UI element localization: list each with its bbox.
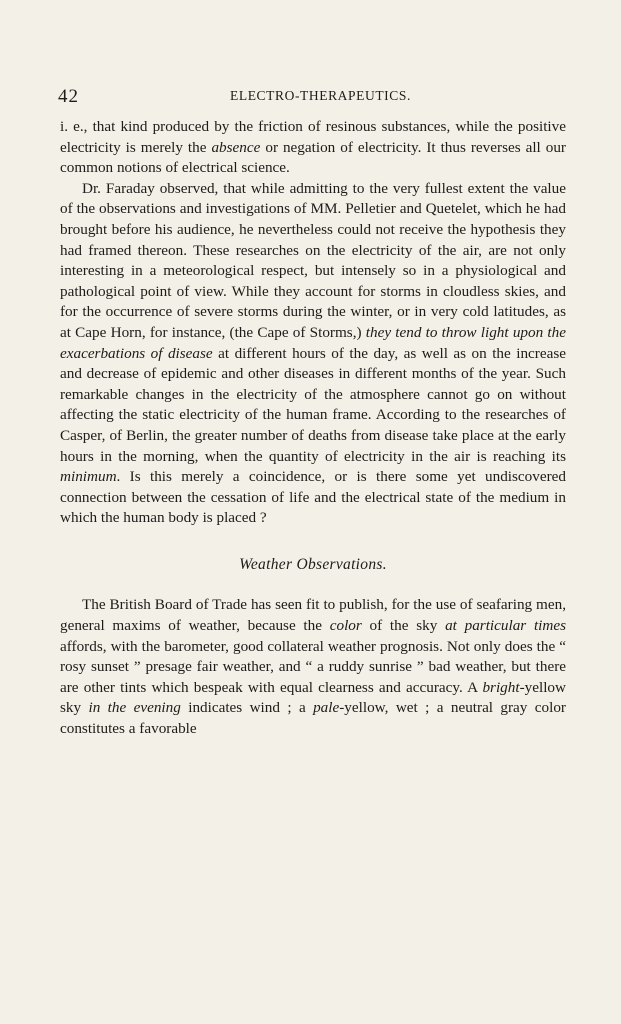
section-heading: Weather Observations.: [239, 555, 387, 573]
italic-run: absence: [211, 138, 261, 156]
paragraph-2: [60, 179, 566, 529]
italic-run: in the evening: [88, 699, 181, 717]
text-run: -yellow sky: [60, 678, 566, 717]
running-title: ELECTRO-THERAPEUTICS.: [230, 88, 411, 103]
text-run: -yellow, wet ; a neutral gray color constitutes a favorable: [60, 699, 566, 738]
text-run: indicates wind ; a: [180, 699, 314, 717]
text-run: i. e., that kind produced by the friction of resinous substances, while the positive electricity is merely the: [60, 118, 566, 156]
italic-run: they tend to throw light upon the exacerbations of disease: [60, 323, 566, 362]
text-run: Dr. Faraday observed, that while admitting to the very fullest extent the value of the observations and investigations of MM. Pelletier and Quetelet, which he had brought before his audience, he nevertheless could not receive the hypothesis they had framed thereon. These researches on the electricity of the air, are not only interesting in a meteorological respect, but intensely so in a physiological and pathological point of view. While they account for storms in cloudless skies, and for the occurrence of severe storms during the winter, or in very cold latitudes, as at Cape Horn, for instance, (the Cape of Storms,): [60, 179, 566, 341]
running-head: [58, 86, 560, 106]
italic-run: pale: [313, 699, 340, 717]
text-run: The British Board of Trade has seen fit to publish, for the use of seafaring men, general maxims of weather, because the: [60, 596, 566, 635]
page-number: 42: [58, 86, 79, 107]
text-run: affords, with the barometer, good collateral weather prognosis. Not only does the “ rosy sunset ” presage fair weather, and “ a ruddy sunrise ” bad weather, but there are other tints which bespeak with equal clearness and accuracy. A: [60, 637, 566, 696]
paragraph-3: [60, 595, 566, 739]
italic-run: color: [329, 617, 362, 635]
italic-run: minimum: [60, 468, 117, 486]
italic-run: bright: [482, 678, 520, 696]
text-run: of the sky: [361, 617, 446, 635]
text-run: . Is this merely a coincidence, or is there some yet undiscovered connection between the cessation of life and the electrical state of the medium in which the human body is placed ?: [60, 468, 566, 527]
text-run: or negation of electricity. It thus reverses all our common notions of electrical science.: [60, 138, 566, 177]
body-text: [60, 117, 566, 740]
italic-run: at particular times: [445, 617, 567, 635]
paragraph-1: [60, 117, 566, 179]
text-run: at different hours of the day, as well as on the increase and decrease of epidemic and other diseases in different months of the year. Such remarkable changes in the electricity of the atmosphere cannot go on without affecting the static electricity of the human frame. According to the researches of Casper, of Berlin, the greater number of deaths from disease take place at the early hours in the morning, when the quantity of electricity in the air is reaching its: [60, 344, 566, 465]
